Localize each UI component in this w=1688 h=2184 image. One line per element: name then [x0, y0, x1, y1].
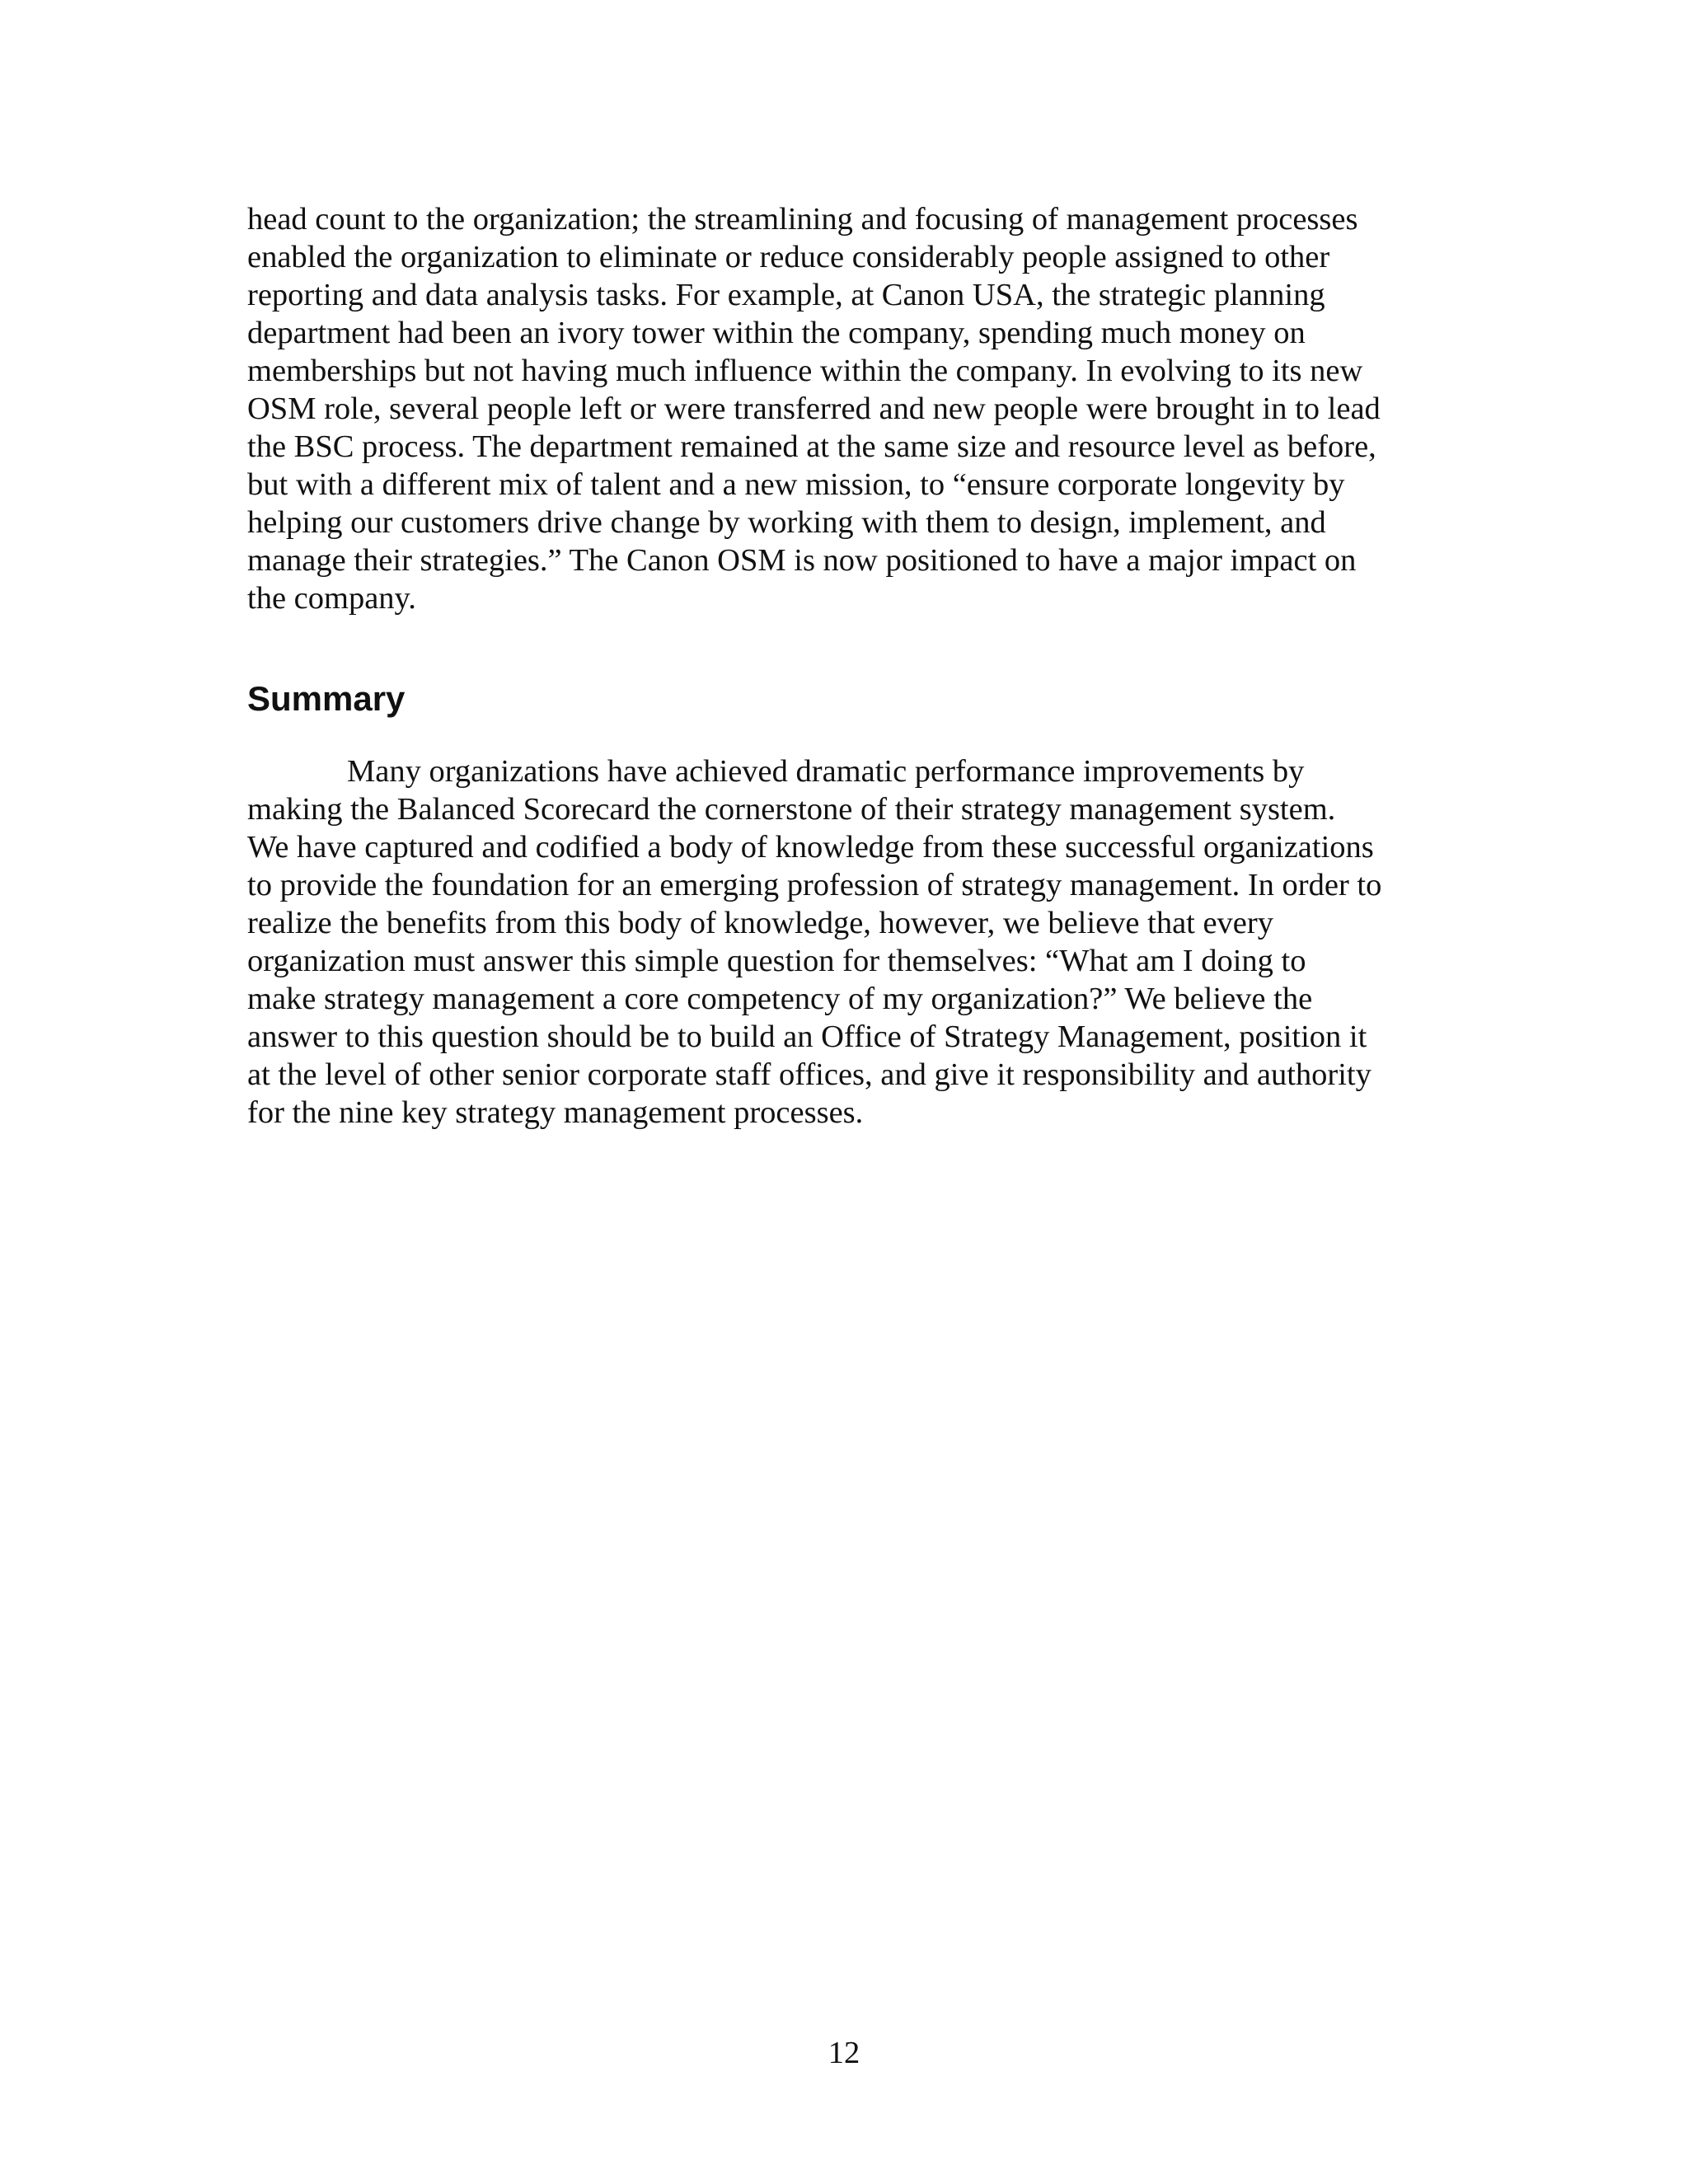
- text-line: to provide the foundation for an emerging profession of strategy management. In order to: [247, 868, 1382, 902]
- text-line: making the Balanced Scorecard the cornerstone of their strategy management system.: [247, 792, 1336, 827]
- text-line: realize the benefits from this body of knowledge, however, we believe that every: [247, 906, 1273, 940]
- text-line: manage their strategies.” The Canon OSM is now positioned to have a major impact on: [247, 543, 1357, 578]
- section-heading-summary: Summary: [247, 679, 406, 718]
- text-line: enabled the organization to eliminate or reduce considerably people assigned to other: [247, 240, 1330, 274]
- text-line: the BSC process. The department remained at the same size and resource level as before,: [247, 429, 1376, 464]
- text-line: Many organizations have achieved dramatic performance improvements by: [347, 754, 1305, 789]
- page-number: 12: [828, 2036, 860, 2070]
- text-line: but with a different mix of talent and a new mission, to “ensure corporate longevity by: [247, 467, 1345, 502]
- text-line: at the level of other senior corporate staff offices, and give it responsibility and authority: [247, 1057, 1372, 1092]
- text-line: We have captured and codified a body of knowledge from these successful organizations: [247, 830, 1374, 865]
- body-paragraph-osm: [247, 200, 1451, 617]
- text-line: department had been an ivory tower within the company, spending much money on: [247, 316, 1306, 350]
- text-line: memberships but not having much influence within the company. In evolving to its new: [247, 354, 1363, 388]
- text-line: head count to the organization; the streamlining and focusing of management processes: [247, 202, 1358, 237]
- text-line: answer to this question should be to build an Office of Strategy Management, position it: [247, 1019, 1367, 1054]
- text-line: organization must answer this simple question for themselves: “What am I doing to: [247, 944, 1306, 978]
- text-line: for the nine key strategy management processes.: [247, 1095, 864, 1130]
- text-line: reporting and data analysis tasks. For example, at Canon USA, the strategic planning: [247, 278, 1325, 312]
- text-line: the company.: [247, 581, 416, 616]
- text-line: OSM role, several people left or were transferred and new people were brought in to lead: [247, 391, 1381, 426]
- text-line: helping our customers drive change by working with them to design, implement, and: [247, 505, 1326, 540]
- body-paragraph-summary: [247, 752, 1451, 1132]
- text-line: make strategy management a core competency of my organization?” We believe the: [247, 982, 1313, 1016]
